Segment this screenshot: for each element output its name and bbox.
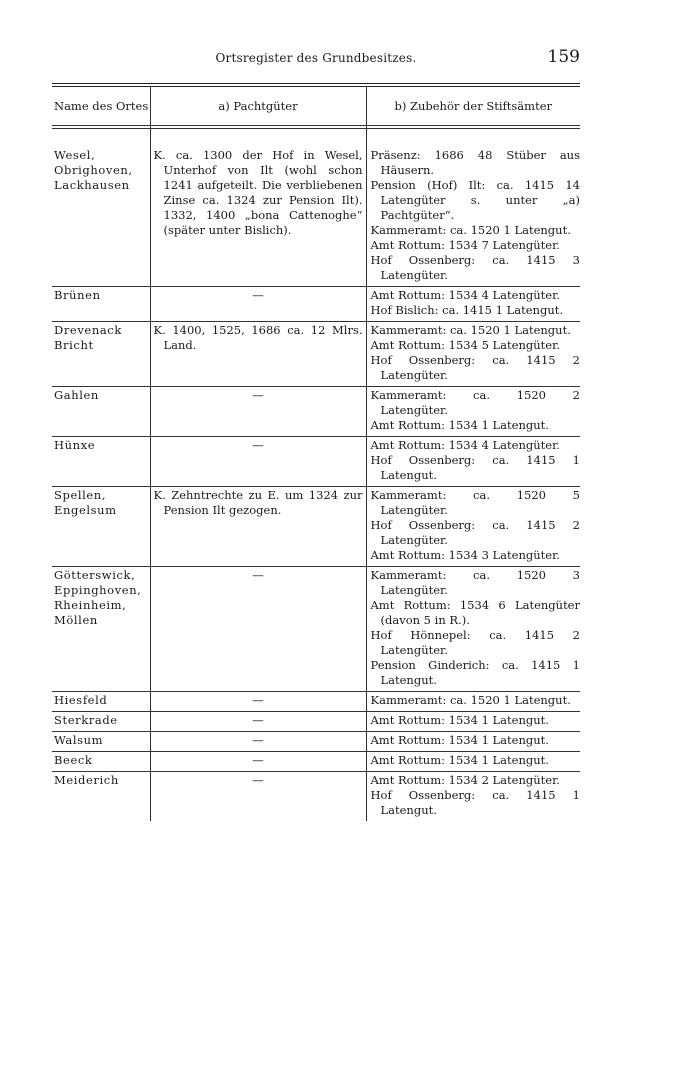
zubehoer-entry: Amt Rottum: 1534 4 Latengüter.: [370, 288, 560, 302]
zubehoer-cell: [366, 437, 580, 487]
zubehoer-entry: Kammeramt: ca. 1520 5 Latengüter.: [370, 488, 580, 517]
pachtgueter-cell: [150, 487, 366, 567]
place-label: Walsum: [54, 733, 104, 747]
zubehoer-entry: Amt Rottum: 1534 1 Latengut.: [370, 753, 549, 767]
pachtgueter-cell: [150, 712, 366, 732]
pachtgueter-cell: [150, 322, 366, 387]
zubehoer-entry: Amt Rottum: 1534 3 Latengüter.: [370, 548, 560, 562]
zubehoer-entry: Pension (Hof) Ilt: ca. 1415 14 Latengüter s. unter „a) Pachtgüter“.: [370, 178, 580, 222]
place-label: Spellen, Engelsum: [54, 488, 117, 517]
empty-dash: —: [252, 713, 264, 727]
place-label: Götterswick, Eppinghoven, Rheinheim, Möllen: [54, 568, 142, 627]
running-title: Ortsregister des Grundbesitzes.: [215, 51, 417, 65]
zubehoer-entry: Hof Ossenberg: ca. 1415 1 Latengut.: [370, 788, 580, 817]
zubehoer-entry: Amt Rottum: 1534 7 Latengüter.: [370, 238, 560, 252]
place-name: [52, 567, 150, 692]
zubehoer-entry: Amt Rottum: 1534 1 Latengut.: [370, 418, 549, 432]
table-row: [52, 692, 580, 712]
pachtgueter-cell: [150, 437, 366, 487]
zubehoer-entry: Amt Rottum: 1534 4 Latengüter.: [370, 438, 560, 452]
zubehoer-entry: Hof Ossenberg: ca. 1415 1 Latengut.: [370, 453, 580, 482]
zubehoer-entry: Amt Rottum: 1534 1 Latengut.: [370, 713, 549, 727]
empty-dash: —: [252, 753, 264, 767]
pachtgueter-cell: [150, 732, 366, 752]
place-label: Drevenack Bricht: [54, 323, 122, 352]
zubehoer-cell: [366, 712, 580, 732]
empty-dash: —: [252, 773, 264, 787]
top-rule: [52, 83, 580, 84]
table-row: [52, 487, 580, 567]
zubehoer-cell: [366, 487, 580, 567]
zubehoer-entry: Kammeramt: ca. 1520 2 Latengüter.: [370, 388, 580, 417]
empty-dash: —: [252, 733, 264, 747]
place-name: [52, 387, 150, 437]
zubehoer-entry: Präsenz: 1686 48 Stüber aus Häusern.: [370, 148, 580, 177]
place-name: [52, 487, 150, 567]
zubehoer-cell: [366, 322, 580, 387]
column-header-pacht: a) Pachtgüter: [150, 87, 366, 126]
zubehoer-cell: [366, 287, 580, 322]
zubehoer-cell: [366, 772, 580, 822]
place-name: [52, 772, 150, 822]
table-row: [52, 772, 580, 822]
zubehoer-entry: Hof Ossenberg: ca. 1415 3 Latengüter.: [370, 253, 580, 282]
column-header-zubehoer: b) Zubehör der Stiftsämter: [394, 98, 552, 113]
place-name: [52, 437, 150, 487]
zubehoer-cell: [366, 567, 580, 692]
zubehoer-entry: Hof Ossenberg: ca. 1415 2 Latengüter.: [370, 518, 580, 547]
table-row: [52, 322, 580, 387]
zubehoer-cell: [366, 387, 580, 437]
zubehoer-entry: Amt Rottum: 1534 2 Latengüter.: [370, 773, 560, 787]
zubehoer-entry: Amt Rottum: 1534 5 Latengüter.: [370, 338, 560, 352]
place-label: Beeck: [54, 753, 93, 767]
empty-dash: —: [252, 288, 264, 302]
empty-dash: —: [252, 388, 264, 402]
place-label: Gahlen: [54, 388, 99, 402]
zubehoer-cell: [366, 147, 580, 287]
place-name: [52, 752, 150, 772]
pachtgueter-cell: [150, 752, 366, 772]
table-row: [52, 387, 580, 437]
table-row: [52, 567, 580, 692]
pachtgueter-cell: [150, 147, 366, 287]
place-name: [52, 322, 150, 387]
header-row: [52, 87, 580, 126]
register-table: [52, 87, 580, 821]
zubehoer-cell: [366, 732, 580, 752]
table-row: [52, 732, 580, 752]
spacer-row: [52, 129, 580, 148]
pachtgueter-text: K. 1400, 1525, 1686 ca. 12 Mlrs. Land.: [153, 323, 363, 352]
pachtgueter-cell: [150, 692, 366, 712]
zubehoer-entry: Kammeramt: ca. 1520 1 Latengut.: [370, 693, 571, 707]
pachtgueter-cell: [150, 287, 366, 322]
place-label: Hiesfeld: [54, 693, 108, 707]
zubehoer-entry: Pension Ginderich: ca. 1415 1 Latengut.: [370, 658, 580, 687]
pachtgueter-text: K. ca. 1300 der Hof in Wesel, Unterhof von Ilt (wohl schon 1241 aufgeteilt. Die verbliebenen Zinse ca. 1324 zur Pension Ilt). 1332, 1400 „bona Cattenoghe“ (später unter Bislich).: [153, 148, 363, 237]
pachtgueter-text: K. Zehntrechte zu E. um 1324 zur Pension Ilt gezogen.: [153, 488, 363, 517]
place-label: Sterkrade: [54, 713, 118, 727]
place-name: [52, 732, 150, 752]
table-row: [52, 437, 580, 487]
table-row: [52, 287, 580, 322]
place-name: [52, 147, 150, 287]
zubehoer-cell: [366, 752, 580, 772]
zubehoer-entry: Amt Rottum: 1534 6 Latengüter (davon 5 in R.).: [370, 598, 580, 627]
zubehoer-entry: Hof Hönnepel: ca. 1415 2 Latengüter.: [370, 628, 580, 657]
zubehoer-cell: [366, 692, 580, 712]
table-row: [52, 712, 580, 732]
column-header-place: Name des Ortes: [52, 87, 150, 126]
zubehoer-entry: Kammeramt: ca. 1520 1 Latengut.: [370, 223, 571, 237]
pachtgueter-cell: [150, 387, 366, 437]
empty-dash: —: [252, 693, 264, 707]
empty-dash: —: [252, 568, 264, 582]
page-number: 159: [547, 47, 580, 67]
zubehoer-entry: Hof Bislich: ca. 1415 1 Latengut.: [370, 303, 564, 317]
place-name: [52, 287, 150, 322]
zubehoer-entry: Kammeramt: ca. 1520 1 Latengut.: [370, 323, 571, 337]
place-name: [52, 712, 150, 732]
place-label: Brünen: [54, 288, 101, 302]
pachtgueter-cell: [150, 772, 366, 822]
running-head: [52, 45, 580, 69]
place-name: [52, 692, 150, 712]
table-body: [52, 126, 580, 822]
table-row: [52, 147, 580, 287]
table-row: [52, 752, 580, 772]
zubehoer-entry: Amt Rottum: 1534 1 Latengut.: [370, 733, 549, 747]
place-label: Meiderich: [54, 773, 119, 787]
place-label: Wesel, Obrighoven, Lackhausen: [54, 148, 133, 192]
page: [52, 45, 580, 821]
empty-dash: —: [252, 438, 264, 452]
place-label: Hünxe: [54, 438, 96, 452]
zubehoer-entry: Kammeramt: ca. 1520 3 Latengüter.: [370, 568, 580, 597]
zubehoer-entry: Hof Ossenberg: ca. 1415 2 Latengüter.: [370, 353, 580, 382]
pachtgueter-cell: [150, 567, 366, 692]
